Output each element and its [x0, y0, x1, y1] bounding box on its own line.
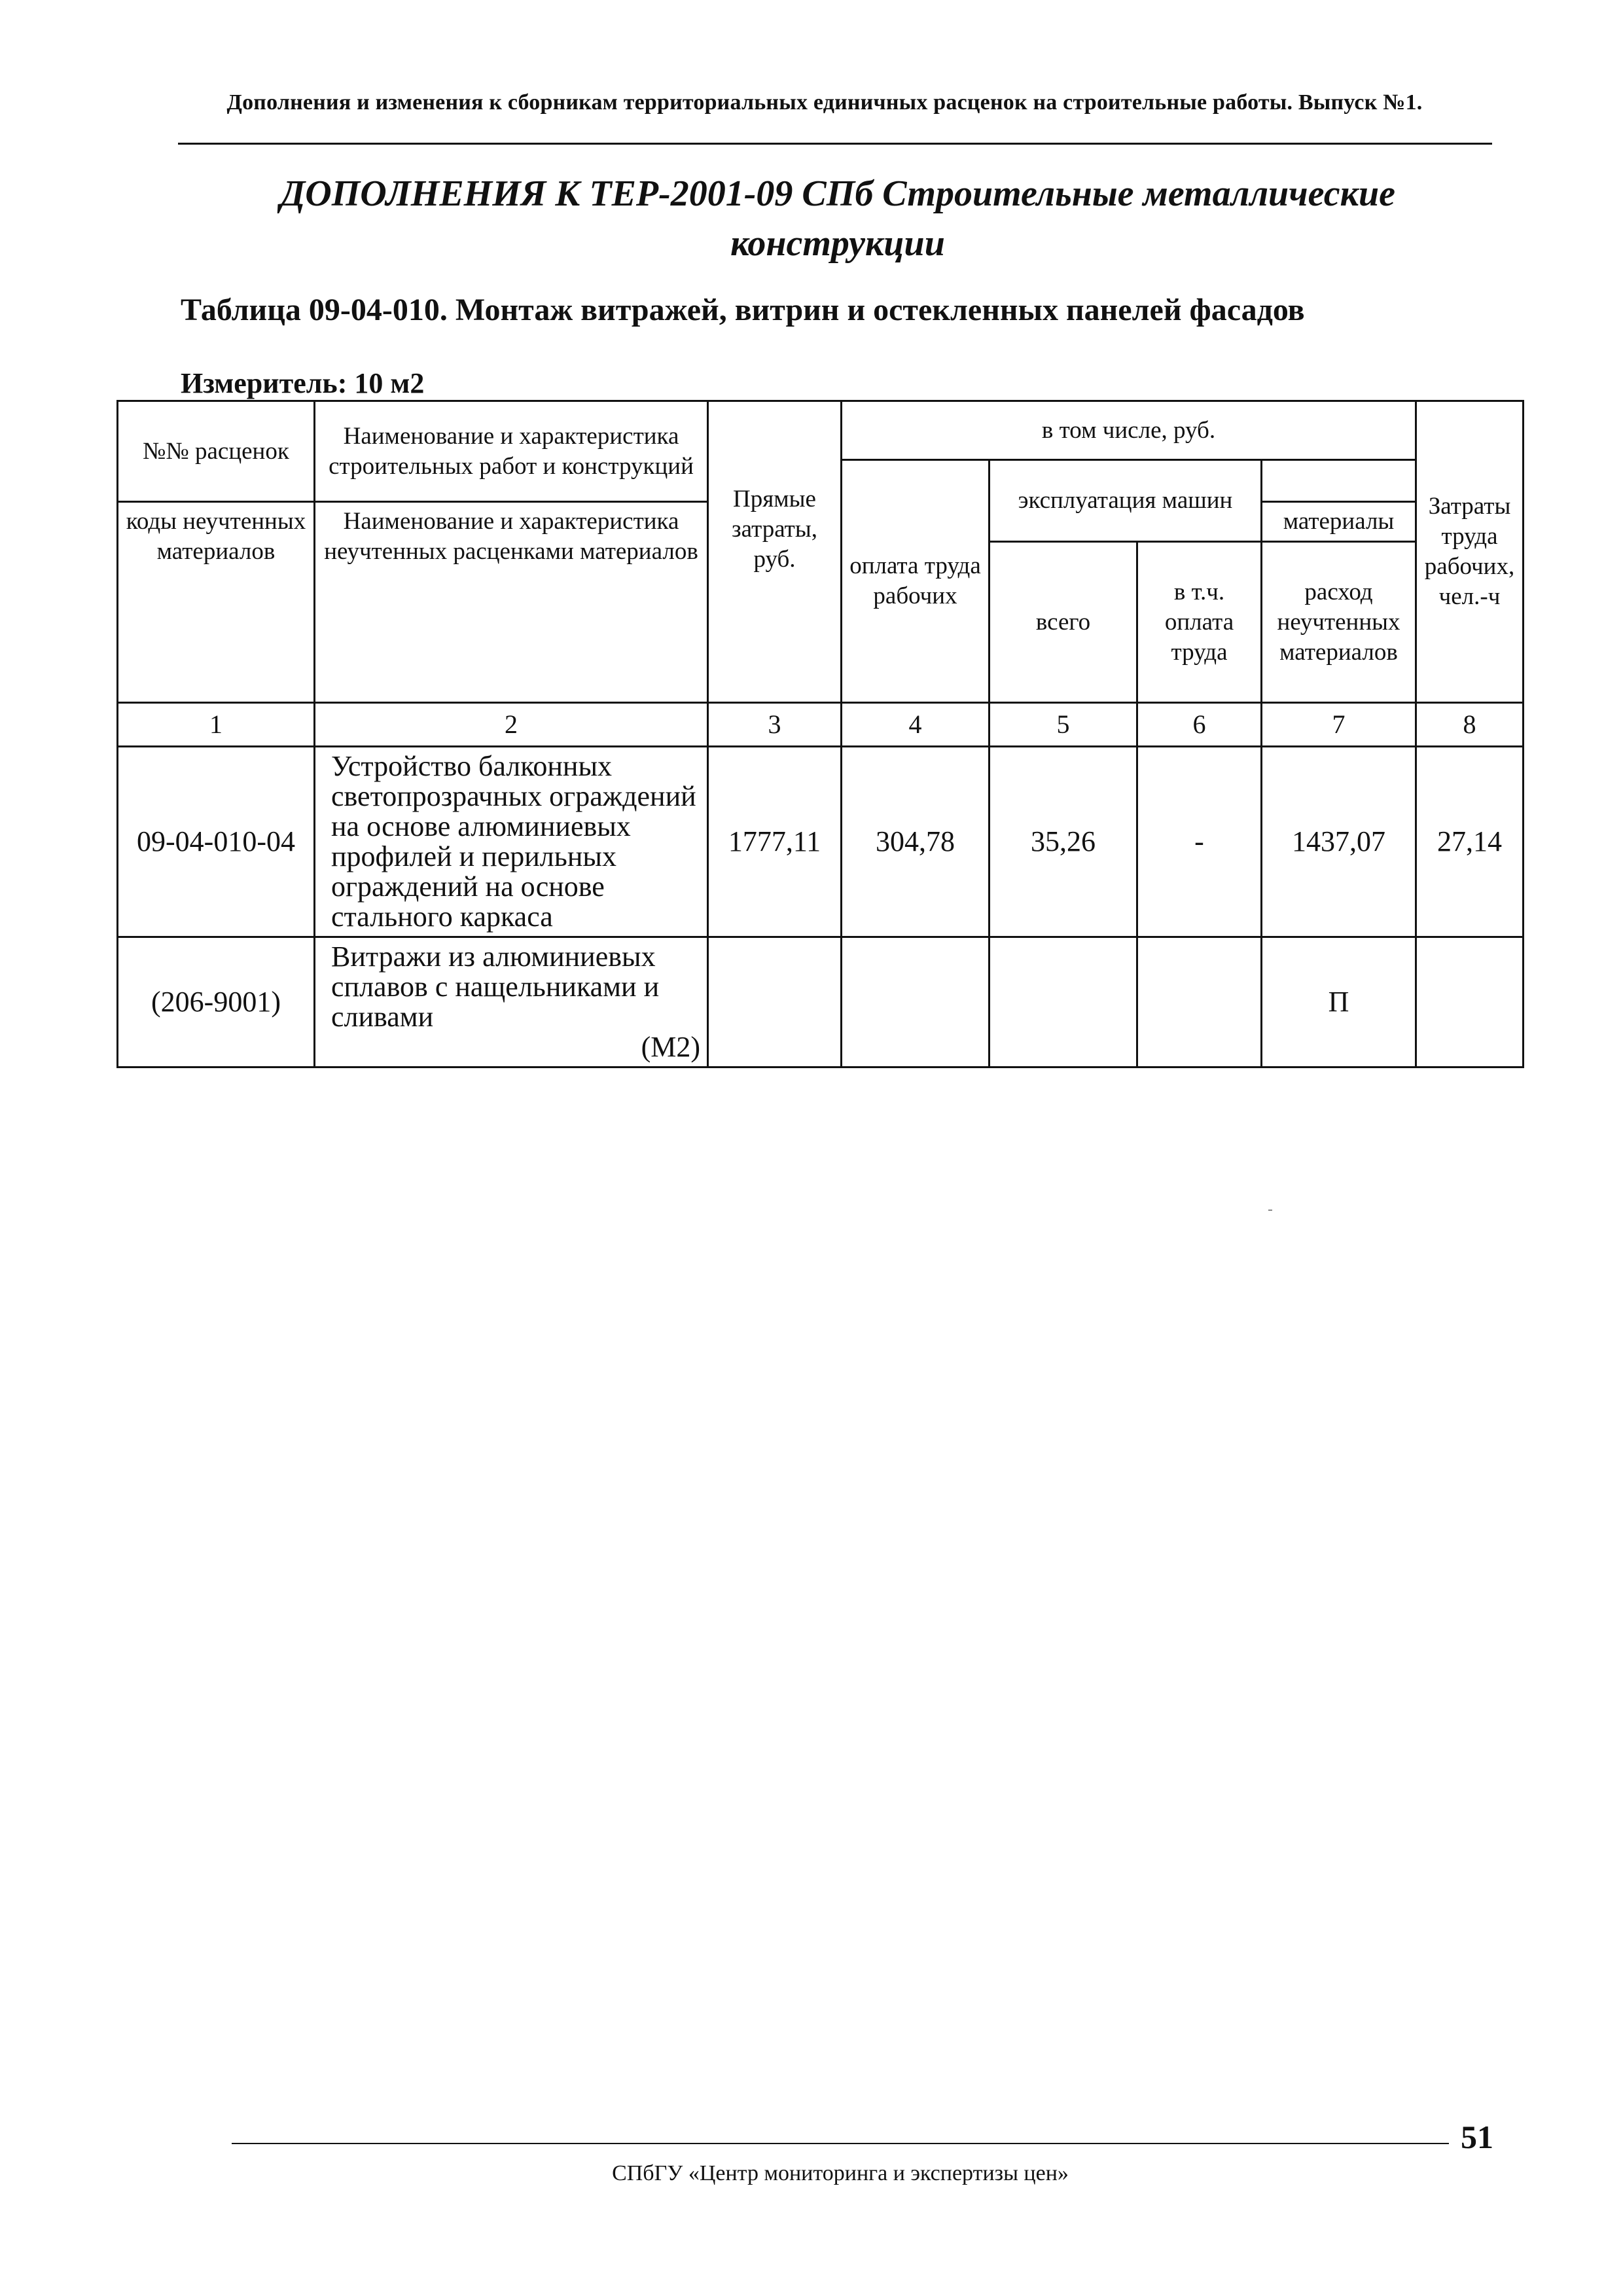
material-usage-value: П	[1262, 937, 1416, 1067]
header-material-codes: коды неучтенных материалов	[118, 502, 315, 703]
direct-costs-value: 1777,11	[708, 747, 842, 937]
header-materials: материалы	[1262, 502, 1416, 542]
header-labor-pay: оплата труда рабочих	[842, 460, 990, 703]
header-rate-number: №№ расценок	[118, 401, 315, 502]
table-row	[118, 747, 1524, 937]
footer-text: СПбГУ «Центр мониторинга и экспертизы цен»	[612, 2161, 1069, 2185]
header-machine-labor: в т.ч. оплата труда	[1137, 542, 1262, 703]
material-name: Витражи из алюминиевых сплавов с нащельниками и сливами	[331, 941, 660, 1033]
column-number: 3	[708, 703, 842, 747]
unit-label: Измеритель: 10 м2	[181, 367, 425, 399]
column-number: 8	[1416, 703, 1524, 747]
header-material-usage: расход неучтенных материалов	[1262, 542, 1416, 703]
scan-speck	[1268, 1210, 1272, 1211]
empty-cell	[990, 937, 1137, 1067]
empty-cell	[842, 937, 990, 1067]
materials-value: 1437,07	[1262, 747, 1416, 937]
column-number: 2	[315, 703, 708, 747]
table-title: Таблица 09-04-010. Монтаж витражей, витрин и остекленных панелей фасадов	[181, 293, 1305, 327]
header-material-name: Наименование и характеристика неучтенных расценками материалов	[315, 502, 708, 703]
header-machine-ops: эксплуатация машин	[990, 460, 1262, 542]
material-unit: (М2)	[641, 1031, 700, 1063]
header-labor-costs: Затраты труда рабочих, чел.-ч	[1416, 401, 1524, 703]
document-title-line-1: ДОПОЛНЕНИЯ К ТЕР-2001-09 СПб Строительные металлические	[280, 173, 1395, 214]
material-cell	[315, 937, 708, 1067]
page-number: 51	[1461, 2119, 1493, 2155]
empty-cell	[708, 937, 842, 1067]
header-work-name: Наименование и характеристика строительных работ и конструкций	[315, 401, 708, 502]
column-number: 7	[1262, 703, 1416, 747]
rate-name: Устройство балконных светопрозрачных ограждений на основе алюминиевых профилей и перильных ограждений на основе стального каркаса	[315, 747, 708, 937]
document-title	[196, 169, 1479, 268]
header-materials-top-gap	[1262, 460, 1416, 502]
header-including: в том числе, руб.	[842, 401, 1416, 460]
material-row	[118, 937, 1524, 1067]
rates-table	[116, 400, 1524, 1068]
material-code: (206-9001)	[118, 937, 315, 1067]
labor-costs-value: 27,14	[1416, 747, 1524, 937]
rate-code: 09-04-010-04	[118, 747, 315, 937]
machine-total-value: 35,26	[990, 747, 1137, 937]
column-number-row	[118, 703, 1524, 747]
column-number: 1	[118, 703, 315, 747]
running-header: Дополнения и изменения к сборникам территориальных единичных расценок на строительные работы. Выпуск №1.	[226, 90, 1423, 115]
document-title-line-2: конструкции	[730, 223, 945, 264]
column-number: 5	[990, 703, 1137, 747]
column-number: 4	[842, 703, 990, 747]
header-rule	[178, 143, 1492, 145]
header-direct-costs: Прямые затраты, руб.	[708, 401, 842, 703]
header-machine-total: всего	[990, 542, 1137, 703]
labor-pay-value: 304,78	[842, 747, 990, 937]
column-number: 6	[1137, 703, 1262, 747]
empty-cell	[1137, 937, 1262, 1067]
machine-labor-value: -	[1137, 747, 1262, 937]
empty-cell	[1416, 937, 1524, 1067]
footer-rule	[232, 2143, 1449, 2144]
